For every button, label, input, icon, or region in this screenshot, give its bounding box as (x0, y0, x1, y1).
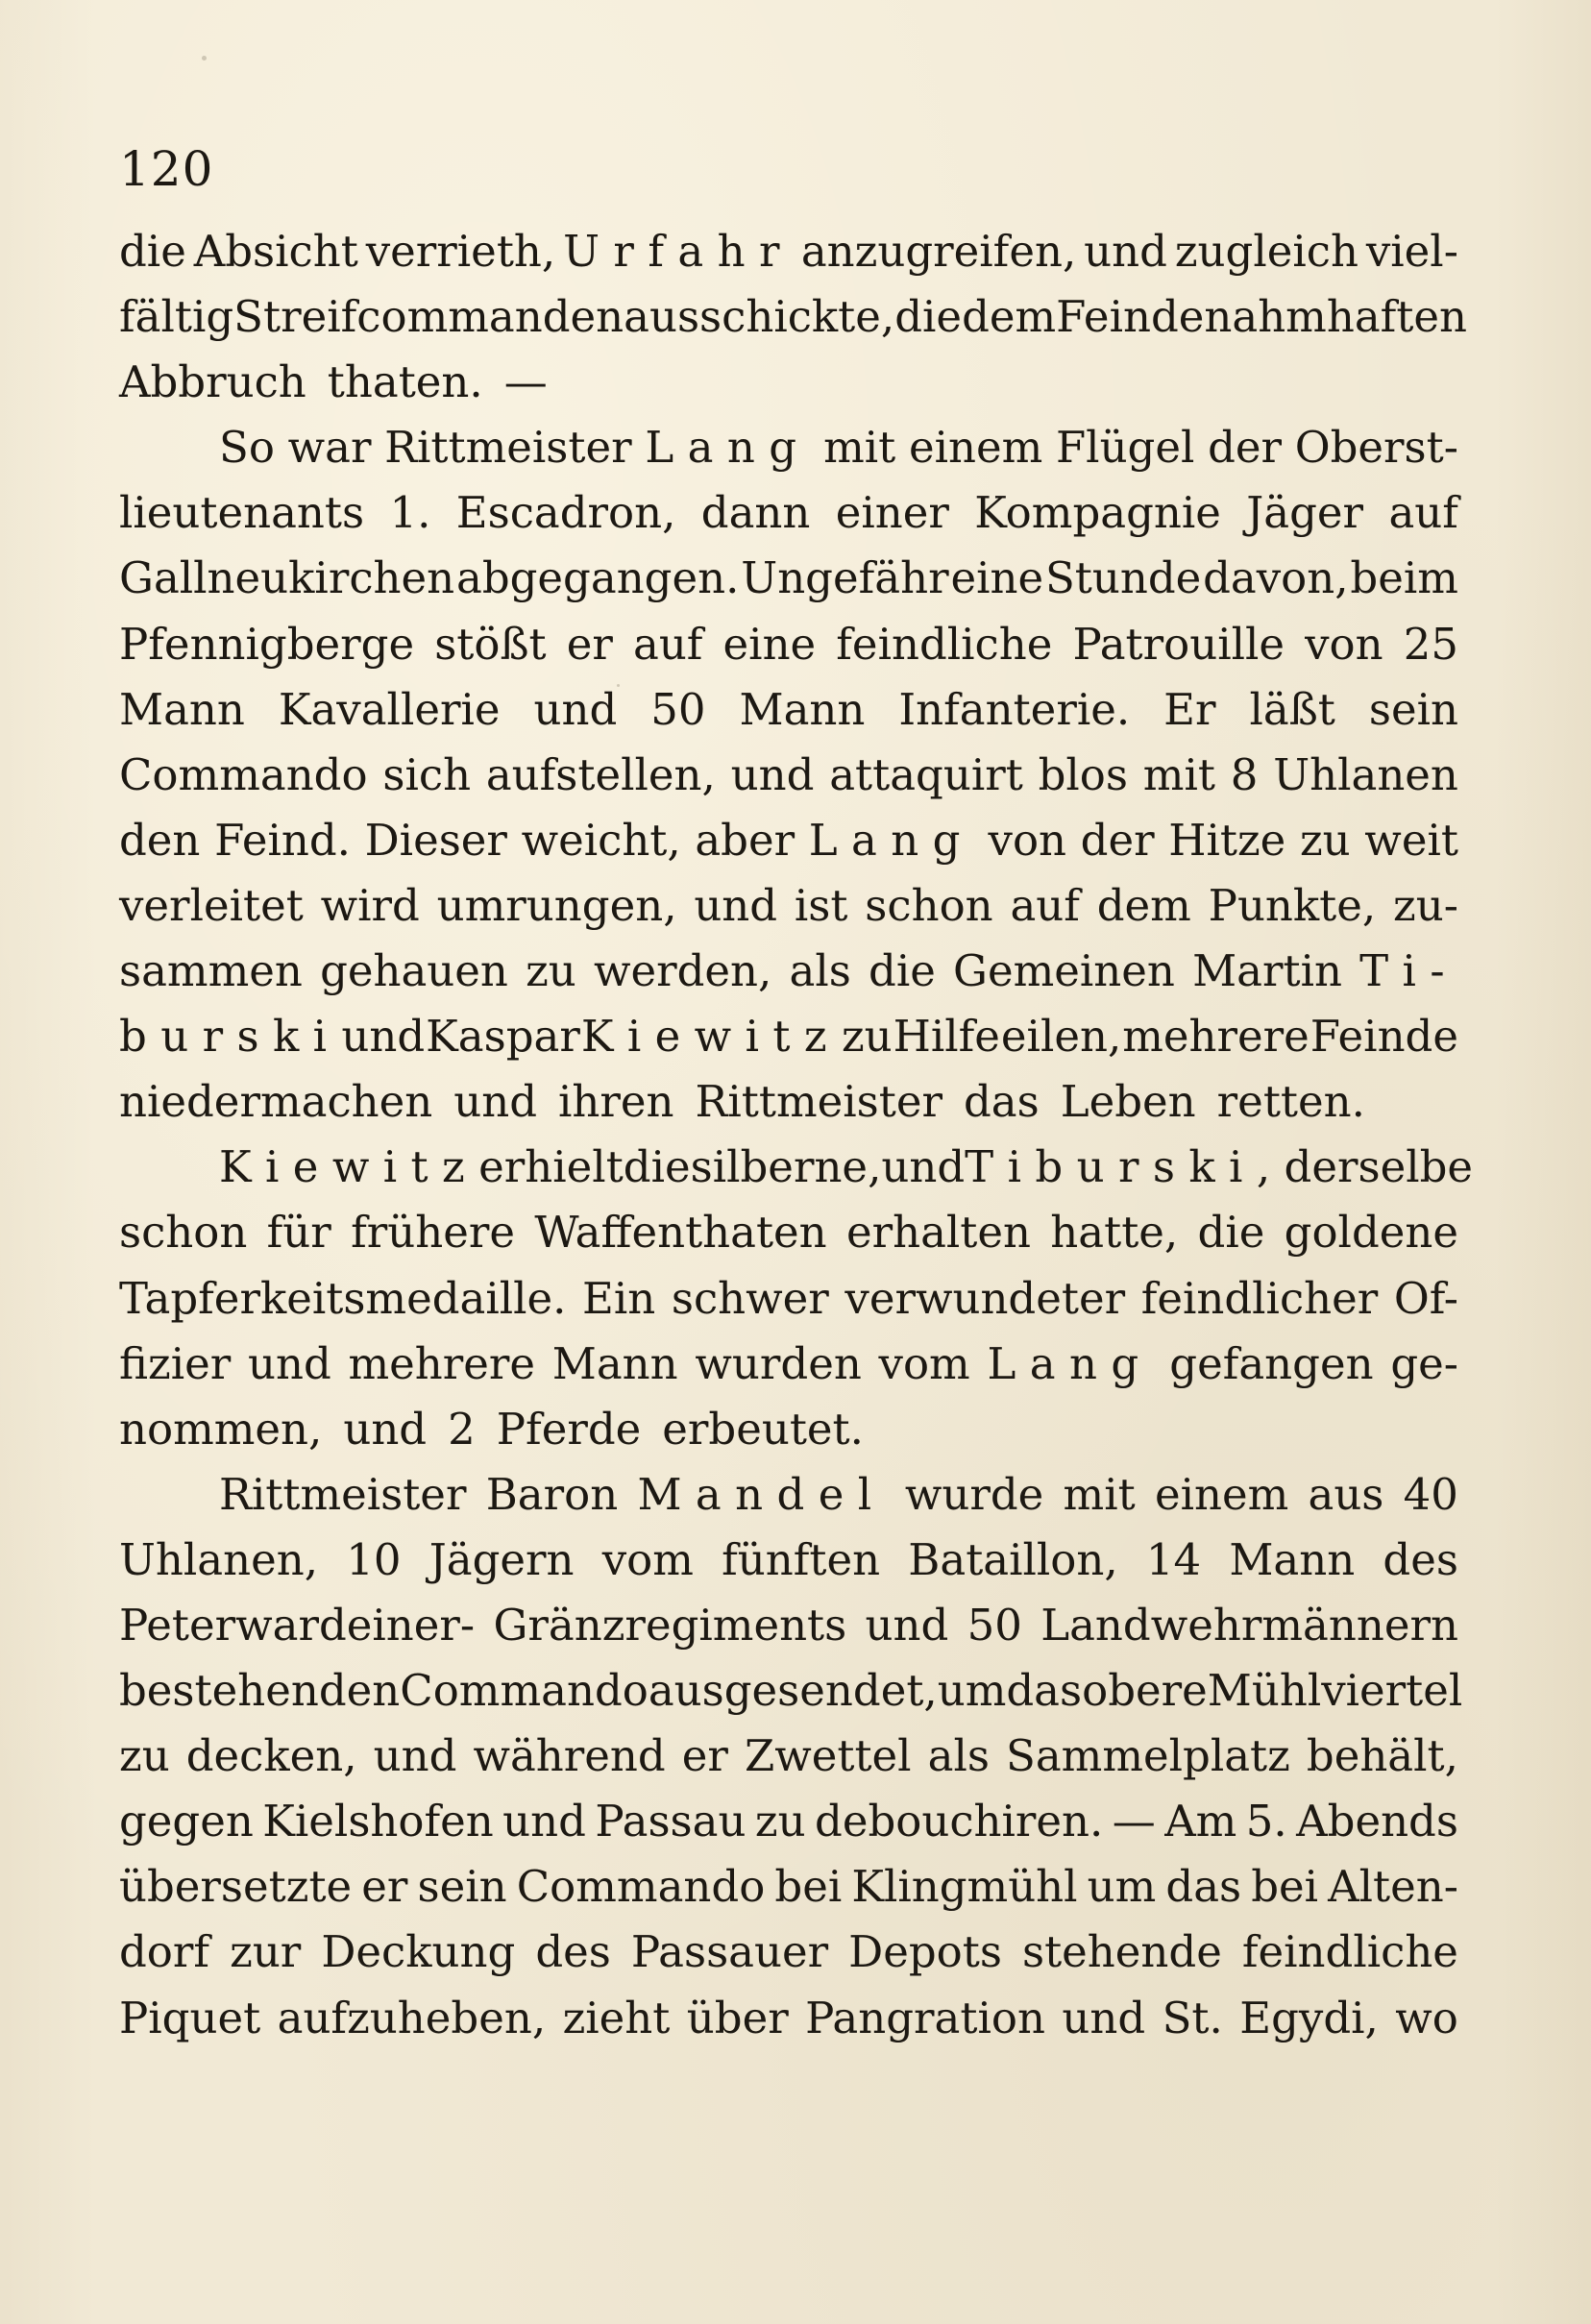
word: wo (1395, 1992, 1458, 2043)
word: Feinde (1310, 1011, 1458, 1063)
word: Peterwardeiner- (119, 1599, 476, 1651)
emphasized-name: Ti- (1359, 945, 1458, 997)
word: aber (695, 814, 796, 866)
word: übersetzte (119, 1861, 353, 1913)
word: einer (835, 487, 949, 539)
word: Kompagnie (974, 487, 1221, 539)
emphasized-name: Mandel (637, 1468, 886, 1520)
word: 25 (1403, 618, 1458, 670)
word: sein (417, 1861, 507, 1913)
word: 8 (1230, 748, 1259, 800)
word: blos (1038, 748, 1128, 800)
text-line (119, 284, 1468, 350)
word: mit (823, 422, 896, 474)
word: und (533, 683, 618, 735)
emphasized-name: Kiewitz (580, 1011, 841, 1063)
word: Flügel (1055, 422, 1195, 474)
word: dorf (119, 1926, 210, 1978)
text-line (119, 612, 1458, 677)
word: Abbruch (119, 356, 306, 408)
word: Gemeinen (953, 945, 1175, 997)
word: Dieser (364, 814, 507, 866)
word: Depots (848, 1926, 1002, 1978)
word: 5. (1245, 1796, 1287, 1847)
word: weit (1364, 814, 1458, 866)
text-line (119, 1266, 1458, 1332)
emphasized-name: Lang (987, 1337, 1153, 1389)
paper-speck (1158, 1164, 1161, 1167)
word: und (341, 1011, 426, 1063)
word: schwer (671, 1272, 829, 1324)
text-line (119, 415, 1458, 480)
word: die (119, 226, 186, 277)
word: Mann (119, 683, 245, 735)
word: umrungen, (436, 879, 677, 931)
word: Ungefähr (741, 552, 949, 604)
text-line (119, 480, 1458, 546)
word: Kaspar (426, 1011, 580, 1063)
word: Absicht (193, 226, 358, 277)
word: Pangration (805, 1992, 1045, 2043)
word: Gallneukirchen (119, 552, 455, 604)
word: Bataillon, (908, 1533, 1118, 1585)
text-line (119, 546, 1458, 611)
body-text (119, 219, 1474, 2051)
word: und (373, 1730, 457, 1782)
word: der (1080, 814, 1155, 866)
word: läßt (1249, 683, 1335, 735)
word: Hilfe (893, 1011, 1000, 1063)
paper-speck (202, 56, 207, 61)
word: Punkte, (1208, 879, 1377, 931)
word: ausgesendet, (648, 1665, 938, 1717)
word: das (964, 1076, 1040, 1128)
word: mit (1063, 1468, 1136, 1520)
word: thaten. (327, 356, 483, 408)
word: schon (119, 1207, 248, 1259)
word: zieht (562, 1992, 671, 2043)
word: wurde (904, 1468, 1044, 1520)
word: Jäger (1246, 487, 1364, 539)
text-line (119, 1528, 1458, 1593)
word: und (343, 1403, 428, 1455)
word: selbe (1358, 1141, 1474, 1193)
word: werden, (593, 945, 772, 997)
word: sein (1368, 683, 1458, 735)
word: als (927, 1730, 990, 1782)
word: Uhlanen, (119, 1533, 319, 1585)
word: um (1087, 1861, 1157, 1913)
word: einem (908, 422, 1043, 474)
word: Oberst- (1294, 422, 1458, 474)
text-line (119, 873, 1458, 939)
word: das (1165, 1861, 1242, 1913)
word: für (266, 1207, 331, 1259)
word: stößt (434, 618, 547, 670)
word: auf (1388, 487, 1458, 539)
word: 50 (650, 683, 706, 735)
word: um (937, 1665, 1007, 1717)
word: verwundeter (844, 1272, 1126, 1324)
word: des (535, 1926, 611, 1978)
word: und (1084, 226, 1167, 277)
word: und (247, 1337, 331, 1389)
text-line (119, 1789, 1458, 1854)
word: So (219, 422, 275, 474)
word: fältig (119, 291, 234, 343)
word: Commando (119, 748, 368, 800)
word: Commando (400, 1665, 649, 1717)
word: schon (865, 879, 993, 931)
word: der (1208, 422, 1283, 474)
word: anzugreifen, (800, 226, 1077, 277)
word: Sammelplatz (1006, 1730, 1290, 1782)
word: — (503, 356, 548, 408)
word: aufstellen, (485, 748, 716, 800)
text-line (119, 350, 1458, 415)
word: Klingmühl (851, 1861, 1078, 1913)
word: Stunde (1044, 552, 1202, 604)
word: St. (1162, 1992, 1223, 2043)
word: ist (794, 879, 848, 931)
word: Martin (1192, 945, 1342, 997)
word: war (287, 422, 372, 474)
word: feindlicher (1140, 1272, 1379, 1324)
text-line (119, 1593, 1458, 1658)
word: 14 (1145, 1533, 1202, 1585)
word: zur (230, 1926, 302, 1978)
word: Rittmeister (219, 1468, 467, 1520)
word: weicht, (521, 814, 681, 866)
word: Commando (516, 1861, 766, 1913)
word: während (473, 1730, 666, 1782)
word: feindliche (1241, 1926, 1458, 1978)
word: die (623, 1141, 691, 1193)
word: dann (700, 487, 811, 539)
word: Pfennigberge (119, 618, 415, 670)
paper-speck (617, 684, 620, 687)
word: feindliche (836, 618, 1053, 670)
word: Gränzregiments (493, 1599, 847, 1651)
text-line (119, 1658, 1463, 1724)
word: eine (950, 552, 1044, 604)
word: und (1062, 1992, 1146, 2043)
word: er (681, 1730, 728, 1782)
word: erhalten (845, 1207, 1031, 1259)
word: ihren (558, 1076, 674, 1128)
word: Egydi, (1239, 1992, 1379, 2043)
word: und (730, 748, 815, 800)
word: sammen (119, 945, 303, 997)
word: gefangen (1169, 1337, 1374, 1389)
word: sich (382, 748, 472, 800)
word: der (1284, 1141, 1358, 1193)
word: Baron (485, 1468, 619, 1520)
word: Kavallerie (278, 683, 501, 735)
word: debouchiren. (815, 1796, 1104, 1847)
word: behält, (1306, 1730, 1458, 1782)
emphasized-name: Urfahr (563, 226, 794, 277)
text-line (119, 1004, 1458, 1069)
text-line (119, 1069, 1458, 1135)
word: Passauer (630, 1926, 829, 1978)
word: Passau (595, 1796, 747, 1847)
word: wurden (695, 1337, 862, 1389)
word: nommen, (119, 1403, 323, 1455)
word: die (869, 945, 936, 997)
word: 40 (1403, 1468, 1458, 1520)
word: stehende (1021, 1926, 1222, 1978)
text-line (119, 939, 1458, 1004)
word: die (894, 291, 963, 343)
word: Mann (1229, 1533, 1356, 1585)
word: ge- (1390, 1337, 1458, 1389)
word: bestehenden (119, 1665, 401, 1717)
word: verrieth, (365, 226, 556, 277)
word: Escadron, (455, 487, 676, 539)
word: Ein (582, 1272, 656, 1324)
word: Rittmeister (695, 1076, 942, 1128)
emphasized-name: Tiburski, (965, 1141, 1285, 1193)
word: zu (1299, 814, 1351, 866)
word: Mann (739, 683, 866, 735)
word: decken, (185, 1730, 357, 1782)
word: gehauen (320, 945, 508, 997)
text-line (119, 1986, 1458, 2051)
word: Abends (1296, 1796, 1458, 1847)
word: Mühlviertel (1207, 1665, 1463, 1717)
word: Er (1163, 683, 1216, 735)
word: nahmhaften (1204, 291, 1468, 343)
word: retten. (1216, 1076, 1365, 1128)
word: von (988, 814, 1067, 866)
word: Mann (551, 1337, 678, 1389)
word: dem (962, 291, 1057, 343)
word: aufzuheben, (277, 1992, 547, 2043)
word: bei (1251, 1861, 1319, 1913)
word: ausschickte, (624, 291, 895, 343)
word: Uhlanen (1273, 748, 1458, 800)
word: fünften (722, 1533, 881, 1585)
word: Feind. (214, 814, 351, 866)
word: Tapferkeitsmedaille. (119, 1272, 567, 1324)
text-line (119, 1135, 1474, 1200)
word: Waffenthaten (534, 1207, 827, 1259)
text-line (119, 1200, 1458, 1265)
word: frühere (351, 1207, 516, 1259)
word: zu- (1393, 879, 1458, 931)
text-line (119, 677, 1458, 743)
word: Deckung (321, 1926, 516, 1978)
word: Hitze (1168, 814, 1286, 866)
word: mehrere (1122, 1011, 1310, 1063)
word: das (1006, 1665, 1083, 1717)
word: 1. (389, 487, 431, 539)
word: 10 (346, 1533, 402, 1585)
text-line (119, 1854, 1458, 1920)
word: die (1197, 1207, 1265, 1259)
word: zu (841, 1011, 893, 1063)
word: Landwehrmännern (1040, 1599, 1458, 1651)
word: Feinde (1056, 291, 1205, 343)
word: Zwettel (744, 1730, 912, 1782)
word: niedermachen (119, 1076, 433, 1128)
word: attaquirt (829, 748, 1023, 800)
word: zu (754, 1796, 806, 1847)
emphasized-name: Kiewitz (219, 1141, 479, 1193)
word: über (686, 1992, 789, 2043)
word: mit (1142, 748, 1215, 800)
word: eilen, (1000, 1011, 1122, 1063)
word: zu (119, 1730, 170, 1782)
text-line (119, 808, 1458, 873)
word: Alten- (1328, 1861, 1458, 1913)
word: Rittmeister (384, 422, 632, 474)
word: abgegangen. (455, 552, 740, 604)
word: von (1305, 618, 1383, 670)
word: Infanterie. (898, 683, 1131, 735)
word: Am (1164, 1796, 1237, 1847)
word: gegen (119, 1796, 254, 1847)
emphasized-name: Lang (645, 422, 811, 474)
text-line (119, 743, 1458, 808)
word: und (865, 1599, 949, 1651)
word: auf (632, 618, 703, 670)
emphasized-name: burski (119, 1011, 341, 1063)
word: Of- (1393, 1272, 1458, 1324)
word: Streifcommanden (233, 291, 624, 343)
word: Patrouille (1072, 618, 1285, 670)
word: erhielt (478, 1141, 624, 1193)
text-line (119, 219, 1458, 284)
word: bei (774, 1861, 843, 1913)
word: und (881, 1141, 966, 1193)
word: er (361, 1861, 408, 1913)
text-line (119, 1397, 1458, 1462)
word: und (453, 1076, 538, 1128)
word: fizier (119, 1337, 232, 1389)
word: vom (878, 1337, 970, 1389)
text-line (119, 1920, 1458, 1985)
word: den (119, 814, 201, 866)
word: auf (1010, 879, 1080, 931)
word: wird (320, 879, 420, 931)
word: Piquet (119, 1992, 261, 2043)
word: und (502, 1796, 586, 1847)
word: des (1383, 1533, 1458, 1585)
word: Leben (1060, 1076, 1196, 1128)
word: beim (1350, 552, 1458, 604)
word: einem (1154, 1468, 1289, 1520)
word: hatte, (1050, 1207, 1179, 1259)
word: lieutenants (119, 487, 365, 539)
word: silberne, (690, 1141, 882, 1193)
word: verleitet (119, 879, 304, 931)
word: — (1112, 1796, 1156, 1847)
word: davon, (1203, 552, 1349, 604)
text-line (119, 1332, 1458, 1397)
word: zu (526, 945, 576, 997)
word: Pferde (496, 1403, 642, 1455)
word: goldene (1284, 1207, 1458, 1259)
word: viel- (1365, 226, 1458, 277)
word: 50 (967, 1599, 1022, 1651)
word: 2 (448, 1403, 476, 1455)
word: vom (601, 1533, 694, 1585)
word: Jägern (428, 1533, 575, 1585)
word: als (789, 945, 851, 997)
word: er (566, 618, 613, 670)
word: obere (1082, 1665, 1208, 1717)
word: zugleich (1174, 226, 1358, 277)
word: aus (1308, 1468, 1384, 1520)
word: Kielshofen (262, 1796, 494, 1847)
word: eine (722, 618, 817, 670)
emphasized-name: Lang (808, 814, 974, 866)
word: erbeutet. (662, 1403, 864, 1455)
text-line (119, 1462, 1458, 1528)
word: und (694, 879, 778, 931)
word: mehrere (348, 1337, 536, 1389)
text-line (119, 1724, 1458, 1789)
page-number: 120 (119, 141, 214, 197)
word: dem (1096, 879, 1191, 931)
